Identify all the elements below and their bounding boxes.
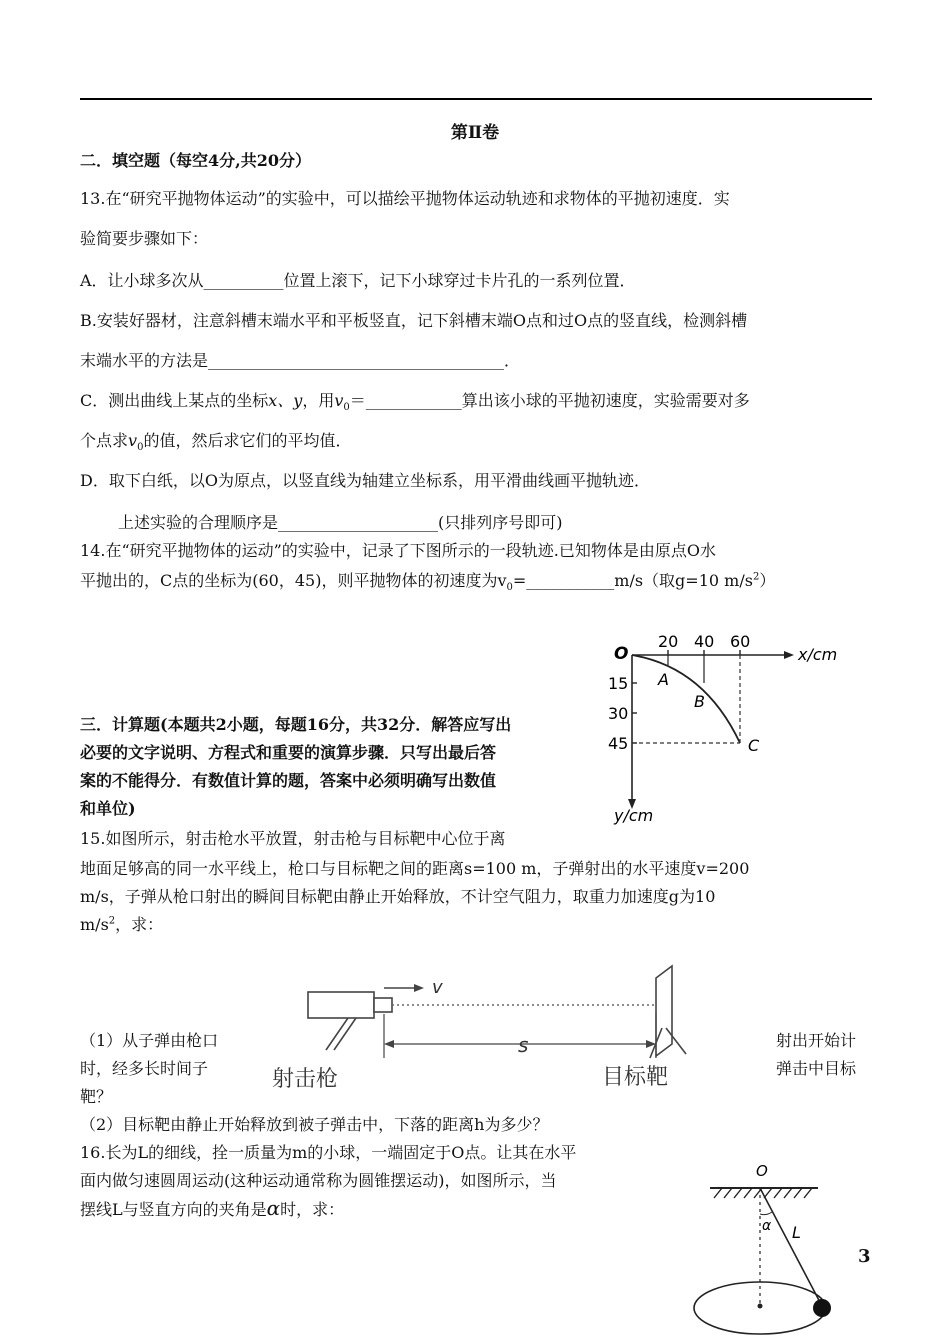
q13-step-a: A．让小球多次从__________位置上滚下，记下小球穿过卡片孔的一系列位置．	[80, 271, 636, 290]
q15-part1-right-line1: 射出开始计	[776, 1031, 857, 1050]
distance-label: s	[518, 1033, 529, 1057]
page-number: 3	[858, 1246, 871, 1267]
q13-c2-pre: 个点求	[80, 431, 129, 450]
target-label: 目标靶	[602, 1065, 669, 1090]
q13-order: 上述实验的合理顺序是____________________(只排列序号即可)	[118, 513, 563, 532]
gun-label: 射击枪	[272, 1067, 339, 1092]
y-tick-label-15: 15	[608, 674, 629, 693]
point-b-label: B	[694, 692, 705, 711]
q13-step-b-line1: B.安装好器材，注意斜槽末端水平和平板竖直，记下斜槽末端O点和过O点的竖直线，检测斜槽	[80, 311, 748, 330]
q13-intro-line1: 13.在“研究平抛物体运动”的实验中，可以描绘平抛物体运动轨迹和求物体的平抛初速度．实	[80, 189, 730, 208]
q15-part1-left-line2: 时，经多长时间子	[80, 1059, 209, 1078]
q15-line4-sup: 2	[108, 915, 116, 927]
q16-line3-pre: 摆线L与竖直方向的夹角是	[80, 1200, 267, 1219]
q13-step-c-line2	[80, 428, 351, 453]
gun-muzzle	[374, 998, 392, 1012]
center-point	[758, 1304, 763, 1309]
y-tick-label-30: 30	[608, 704, 629, 723]
q13-c1-mid: ，用	[302, 391, 335, 410]
point-a-label: A	[658, 670, 669, 689]
velocity-arrowhead	[414, 984, 424, 992]
q13-intro-line2: 验简要步骤如下：	[80, 229, 209, 248]
q15-part1-left-line3: 靶？	[80, 1087, 113, 1106]
pendulum-string	[760, 1188, 822, 1306]
pivot-label: O	[756, 1162, 768, 1180]
q13-c1-sub: 0	[343, 402, 350, 414]
trajectory-graph	[600, 625, 860, 830]
gun-body	[308, 992, 374, 1018]
q15-line2: 地面足够高的同一水平线上，枪口与目标靶之间的距离s=100 m，子弹射出的水平速度v=200	[80, 859, 750, 878]
section-3-heading-line4: 和单位)	[80, 799, 136, 818]
q14-line2-post: ）	[759, 571, 776, 590]
section-3-heading-line3: 案的不能得分．有数值计算的题，答案中必须明确写出数值	[80, 771, 497, 790]
x-axis-arrow	[784, 651, 794, 659]
q16-alpha: α	[266, 1196, 281, 1220]
section-3-heading-line1: 三．计算题(本题共2小题，每题16分，共32分．解答应写出	[80, 715, 512, 734]
q15-part1-left-line1: （1）从子弹由枪口	[80, 1031, 219, 1050]
volume-title: 第Ⅱ卷	[450, 123, 500, 143]
q13-c1-pre: C．测出曲线上某点的坐标	[80, 391, 269, 410]
q15-line4-pre: m/s	[80, 915, 109, 934]
q15-line4-post: ，求：	[115, 915, 164, 934]
q14-line2	[80, 568, 775, 593]
q13-c1-xy: x、y	[268, 391, 303, 410]
q15-part2: （2）目标靶由静止开始释放到被子弹击中，下落的距离h为多少？	[80, 1115, 549, 1134]
x-tick-label-60: 60	[730, 632, 751, 651]
q13-step-d: D．取下白纸，以O为原点，以竖直线为轴建立坐标系，用平滑曲线画平抛轨迹．	[80, 471, 650, 490]
x-axis-label: x/cm	[798, 645, 838, 664]
section-3-heading-line2: 必要的文字说明、方程式和重要的演算步骤．只写出最后答	[80, 743, 497, 762]
y-tick-label-45: 45	[608, 734, 629, 753]
pendulum-ball	[813, 1299, 831, 1317]
x-tick-label-20: 20	[658, 632, 679, 651]
x-tick-label-40: 40	[694, 632, 715, 651]
distance-arrow-left	[384, 1040, 394, 1048]
q16-line1: 16.长为L的细线，拴一质量为m的小球，一端固定于O点。让其在水平	[80, 1143, 577, 1162]
angle-arc	[760, 1212, 772, 1215]
header-rule	[80, 98, 872, 100]
q14-line2-sub: 0	[506, 582, 513, 594]
q15-line3: m/s，子弹从枪口射出的瞬间目标靶由静止开始释放，不计空气阻力，取重力加速度g为10	[80, 887, 716, 906]
q13-c1-post: ＝____________算出该小球的平抛初速度，实验需要对多	[349, 391, 750, 410]
q14-line2-pre: 平抛出的，C点的坐标为(60，45)，则平抛物体的初速度为v	[80, 571, 507, 590]
q13-c2-v: v	[128, 431, 138, 450]
q13-c1-v: v	[334, 391, 344, 410]
q15-line1: 15.如图所示，射击枪水平放置，射击枪与目标靶中心位于离	[80, 829, 506, 848]
velocity-label: v	[432, 977, 443, 998]
q16-line2: 面内做匀速圆周运动(这种运动通常称为圆锥摆运动)，如图所示，当	[80, 1171, 557, 1190]
gun-target-figure	[262, 958, 694, 1094]
q13-step-b-line2: 末端水平的方法是_____________________________________．	[80, 351, 521, 370]
target-board	[656, 966, 672, 1056]
q15-part1-right-line2: 弹击中目标	[776, 1059, 857, 1078]
origin-label: O	[614, 644, 629, 664]
q16-line3	[80, 1196, 344, 1220]
q13-c2-sub: 0	[137, 442, 144, 454]
q14-line2-sup: 2	[752, 571, 760, 583]
q14-line2-mid: =___________m/s（取g=10 m/s	[512, 571, 753, 590]
section-2-heading: 二．填空题（每空4分,共20分）	[80, 151, 311, 170]
trajectory-curve	[632, 655, 740, 743]
angle-label: α	[762, 1218, 772, 1234]
q15-line4	[80, 912, 163, 935]
q14-line1: 14.在“研究平抛物体的运动”的实验中，记录了下图所示的一段轨迹.已知物体是由原点O水	[80, 541, 717, 560]
q13-step-c-line1	[80, 388, 750, 413]
length-label: L	[792, 1223, 801, 1242]
q13-c2-post: 的值，然后求它们的平均值．	[143, 431, 352, 450]
y-axis-label: y/cm	[614, 806, 654, 825]
q16-line3-post: 时，求：	[280, 1200, 345, 1219]
point-c-label: C	[748, 736, 760, 755]
conical-pendulum-figure	[688, 1158, 838, 1342]
